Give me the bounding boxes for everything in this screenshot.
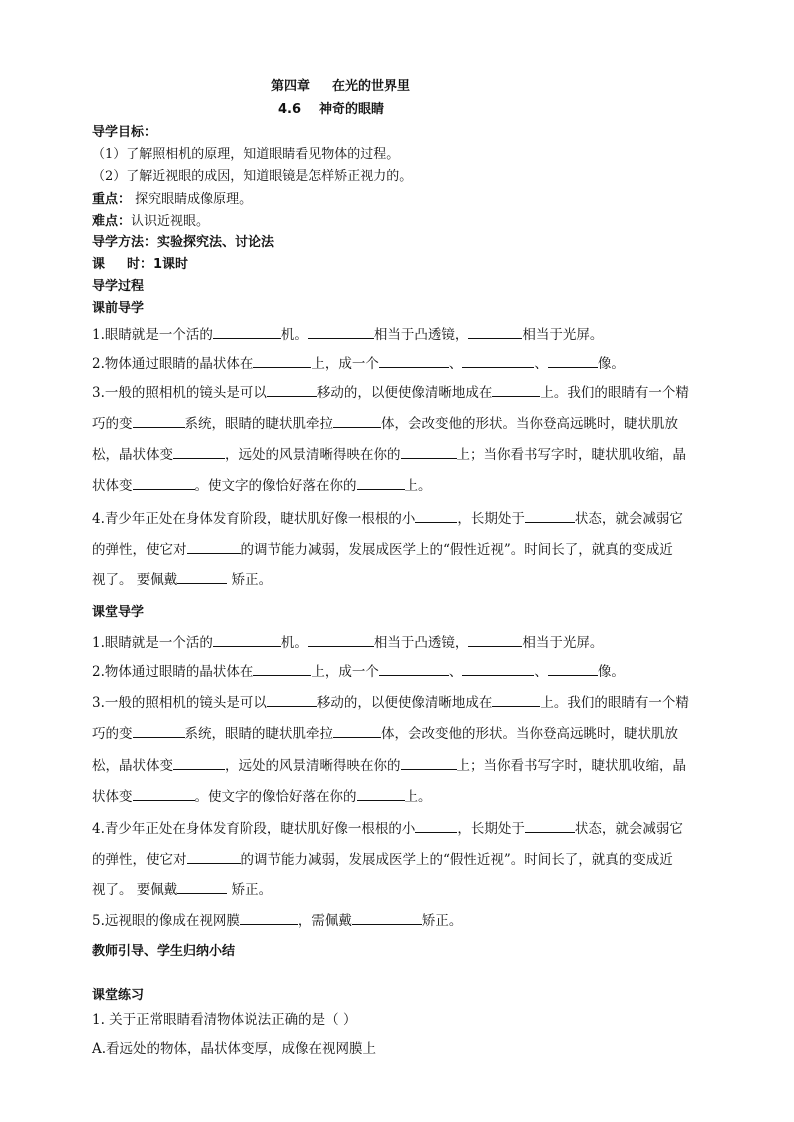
key-text: 探究眼睛成像原理。 <box>131 192 253 207</box>
section-title <box>278 101 384 119</box>
class-q3-line3: 松，晶状体变 ，远处的风景清晰得映在你的 上；当你看书写字时，睫状肌收缩，晶 <box>92 758 686 774</box>
hours-label-b: 时：1课时 <box>127 257 189 272</box>
practice-q1-option-a: A.看远处的物体，晶状体变厚，成像在视网膜上 <box>92 1041 377 1057</box>
goal-1: （1）了解照相机的原理，知道眼睛看见物体的过程。 <box>92 147 400 162</box>
fill-blank[interactable] <box>133 787 195 801</box>
practice-q1: 1. 关于正常眼睛看清物体说法正确的是（ ） <box>92 1012 357 1028</box>
fill-blank[interactable] <box>133 414 185 428</box>
class-q3-line1: 3.一般的照相机的镜头是可以 移动的，以便使像清晰地成在 上。我们的眼睛有一个精 <box>92 695 689 711</box>
fill-blank[interactable] <box>492 693 540 707</box>
pre-q1: 1.眼睛就是一个活的 机。 相当于凸透镜， 相当于光屏。 <box>92 327 604 343</box>
fill-blank[interactable] <box>187 850 241 864</box>
fill-blank[interactable] <box>492 383 540 397</box>
class-q3-line2: 巧的变 系统，眼睛的睫状肌牵拉 体，会改变他的形状。当你登高远眺时，睫状肌放 <box>92 726 678 742</box>
fill-blank[interactable] <box>173 445 225 459</box>
goals-label: 导学目标： <box>92 125 158 140</box>
class-q4-line3: 视了。 要佩戴 矫正。 <box>92 882 273 898</box>
fill-blank[interactable] <box>187 540 241 554</box>
class-q5: 5.远视眼的像成在视网膜 ，需佩戴 矫正。 <box>92 913 463 929</box>
method-line: 导学方法：实验探究法、讨论法 <box>92 235 275 250</box>
difficulty-label: 难点： <box>92 214 132 229</box>
fill-blank[interactable] <box>462 662 534 676</box>
fill-blank[interactable] <box>401 756 457 770</box>
fill-blank[interactable] <box>308 325 374 339</box>
pre-q4-line1: 4.青少年正处在身体发育阶段，睫状肌好像一根根的小 ，长期处于 状态，就会减弱它 <box>92 511 683 527</box>
goal-2: （2）了解近视眼的成因，知道眼镜是怎样矫正视力的。 <box>92 169 413 184</box>
fill-blank[interactable] <box>177 880 227 894</box>
chapter-number: 第四章 <box>271 79 311 94</box>
fill-blank[interactable] <box>267 383 317 397</box>
fill-blank[interactable] <box>253 662 311 676</box>
section-number: 4.6 <box>278 102 302 117</box>
key-point <box>92 190 252 209</box>
fill-blank[interactable] <box>213 325 281 339</box>
fill-blank[interactable] <box>333 724 381 738</box>
fill-blank[interactable] <box>548 354 598 368</box>
chapter-title <box>271 78 410 96</box>
fill-blank[interactable] <box>462 354 534 368</box>
fill-blank[interactable] <box>177 570 227 584</box>
key-label: 重点： <box>92 192 132 207</box>
pre-q2: 2.物体通过眼睛的晶状体在 上，成一个 、 、 像。 <box>92 356 625 372</box>
fill-blank[interactable] <box>548 662 598 676</box>
fill-blank[interactable] <box>213 633 281 647</box>
class-q4-line2: 的弹性，使它对 的调节能力减弱，发展成医学上的“假性近视”。时间长了，就真的变成近 <box>92 852 673 868</box>
fill-blank[interactable] <box>401 445 457 459</box>
fill-blank[interactable] <box>267 693 317 707</box>
fill-blank[interactable] <box>468 325 522 339</box>
class-q2: 2.物体通过眼睛的晶状体在 上，成一个 、 、 像。 <box>92 664 625 680</box>
fill-blank[interactable] <box>379 354 449 368</box>
class-hours <box>92 256 188 274</box>
class-study-heading: 课堂导学 <box>92 605 145 620</box>
pre-q3-line3: 松，晶状体变 ，远处的风景清晰得映在你的 上；当你看书写字时，睫状肌收缩，晶 <box>92 447 686 463</box>
difficulty <box>92 212 209 231</box>
process-heading: 导学过程 <box>92 279 145 294</box>
section-name: 神奇的眼睛 <box>319 102 385 117</box>
class-q3-line4: 状体变 。使文字的像恰好落在你的 上。 <box>92 789 432 805</box>
hours-label-a: 课 <box>92 257 106 272</box>
class-q4-line1: 4.青少年正处在身体发育阶段，睫状肌好像一根根的小 ，长期处于 状态，就会减弱它 <box>92 821 683 837</box>
practice-heading: 课堂练习 <box>92 988 145 1003</box>
fill-blank[interactable] <box>357 787 405 801</box>
fill-blank[interactable] <box>415 819 457 833</box>
pre-study-heading: 课前导学 <box>92 301 145 316</box>
fill-blank[interactable] <box>240 911 298 925</box>
fill-blank[interactable] <box>308 633 374 647</box>
fill-blank[interactable] <box>468 633 522 647</box>
fill-blank[interactable] <box>525 509 575 523</box>
summary-heading: 教师引导、学生归纳小结 <box>92 944 236 959</box>
fill-blank[interactable] <box>357 476 405 490</box>
pre-q3-line1: 3.一般的照相机的镜头是可以 移动的，以便使像清晰地成在 上。我们的眼睛有一个精 <box>92 385 689 401</box>
chapter-name: 在光的世界里 <box>332 79 411 94</box>
pre-q3-line4: 状体变 。使文字的像恰好落在你的 上。 <box>92 478 432 494</box>
fill-blank[interactable] <box>415 509 457 523</box>
fill-blank[interactable] <box>333 414 381 428</box>
class-q1: 1.眼睛就是一个活的 机。 相当于凸透镜， 相当于光屏。 <box>92 635 604 651</box>
fill-blank[interactable] <box>525 819 575 833</box>
pre-q4-line2: 的弹性，使它对 的调节能力减弱，发展成医学上的“假性近视”。时间长了，就真的变成近 <box>92 542 673 558</box>
fill-blank[interactable] <box>173 756 225 770</box>
pre-q3-line2: 巧的变 系统，眼睛的睫状肌牵拉 体，会改变他的形状。当你登高远眺时，睫状肌放 <box>92 416 678 432</box>
difficulty-text: 认识近视眼。 <box>131 214 210 229</box>
fill-blank[interactable] <box>352 911 422 925</box>
fill-blank[interactable] <box>253 354 311 368</box>
fill-blank[interactable] <box>133 476 195 490</box>
fill-blank[interactable] <box>379 662 449 676</box>
fill-blank[interactable] <box>133 724 185 738</box>
pre-q4-line3: 视了。 要佩戴 矫正。 <box>92 572 273 588</box>
